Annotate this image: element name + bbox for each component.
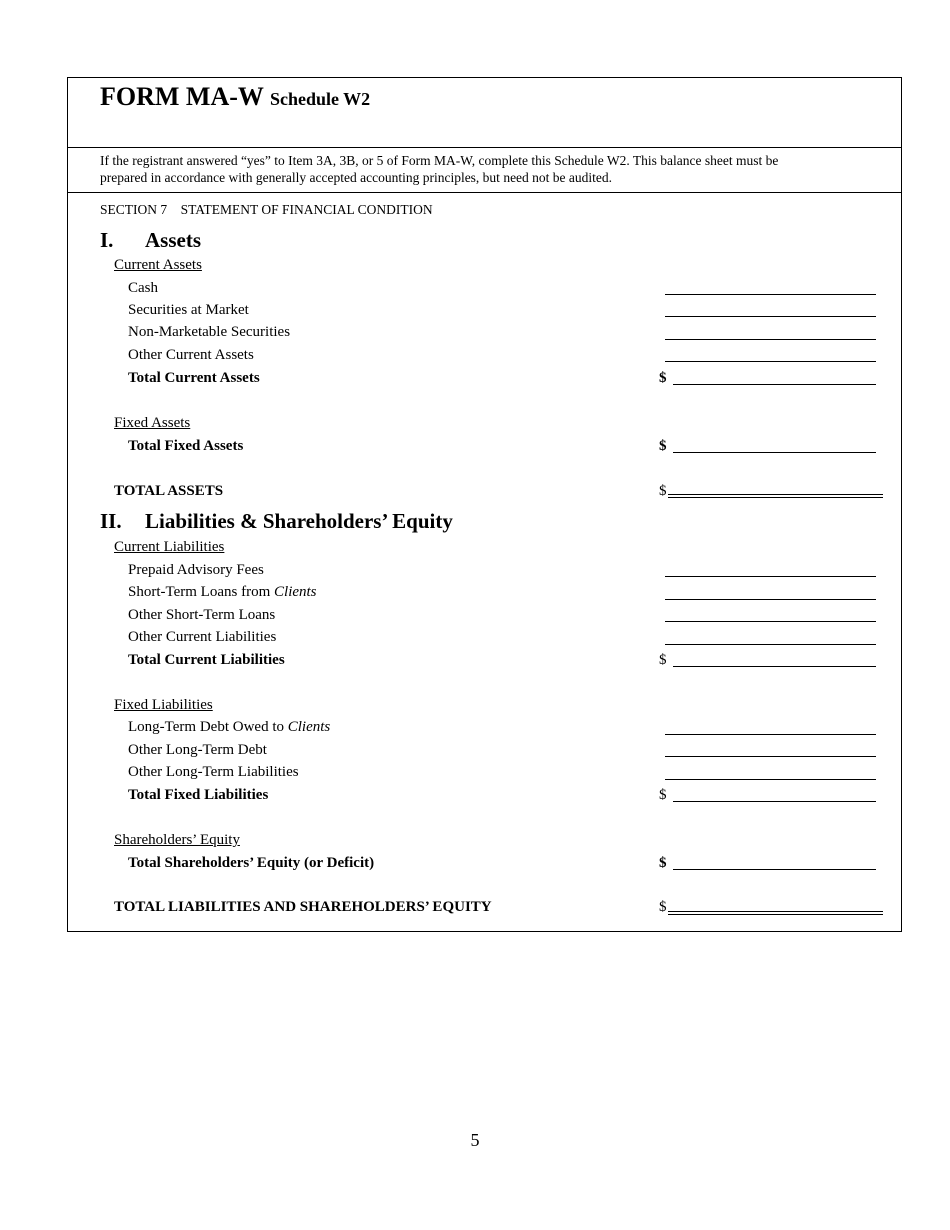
total-fixed-assets-dollar: $	[659, 438, 667, 454]
fixed-assets-heading: Fixed Assets	[114, 415, 191, 431]
total-liabilities-equity-input[interactable]	[668, 911, 883, 915]
other-current-assets-label: Other Current Assets	[128, 347, 254, 363]
liabilities-heading	[100, 509, 453, 534]
total-equity-label: Total Shareholders’ Equity (or Deficit)	[128, 855, 375, 871]
other-short-term-loans-label: Other Short-Term Loans	[128, 607, 276, 623]
prepaid-fees-input[interactable]	[665, 576, 876, 577]
total-assets-input[interactable]	[668, 494, 883, 498]
section-heading	[100, 202, 433, 218]
form-title-main: FORM MA-W	[100, 82, 264, 111]
other-current-assets-input[interactable]	[665, 361, 876, 362]
section-number: SECTION 7	[100, 202, 168, 217]
liabilities-heading-text: Liabilities & Shareholders’ Equity	[145, 509, 453, 533]
securities-market-label: Securities at Market	[128, 302, 249, 318]
total-current-assets-input[interactable]	[673, 384, 876, 385]
total-assets-dollar: $	[659, 483, 667, 499]
long-term-debt-clients: Clients	[287, 719, 331, 735]
other-current-liabilities-input[interactable]	[665, 644, 876, 645]
shareholders-equity-heading: Shareholders’ Equity	[114, 832, 240, 848]
long-term-debt-label	[128, 719, 330, 736]
total-current-assets-label: Total Current Assets	[128, 370, 260, 386]
other-long-term-debt-input[interactable]	[665, 756, 876, 757]
total-current-assets-dollar: $	[659, 370, 667, 386]
total-current-liabilities-input[interactable]	[673, 666, 876, 667]
assets-heading	[100, 228, 201, 253]
prepaid-fees-label: Prepaid Advisory Fees	[128, 562, 264, 578]
intro-text	[100, 152, 778, 186]
other-long-term-liabilities-input[interactable]	[665, 779, 876, 780]
other-short-term-loans-input[interactable]	[665, 621, 876, 622]
total-liabilities-equity-label: TOTAL LIABILITIES AND SHAREHOLDERS’ EQUITY	[114, 899, 492, 915]
total-fixed-liabilities-label: Total Fixed Liabilities	[128, 787, 269, 803]
total-current-liabilities-dollar: $	[659, 652, 667, 668]
non-marketable-input[interactable]	[665, 339, 876, 340]
header-divider	[67, 147, 902, 148]
total-liabilities-equity-dollar: $	[659, 899, 667, 915]
total-fixed-liabilities-dollar: $	[659, 787, 667, 803]
securities-market-input[interactable]	[665, 316, 876, 317]
intro-line-1: If the registrant answered “yes” to Item 3A, 3B, or 5 of Form MA-W, complete this Schedule W2. This balance sheet must be	[100, 153, 779, 168]
form-title	[100, 82, 370, 112]
intro-divider	[67, 192, 902, 193]
short-term-loans-text: Short-Term Loans from	[128, 584, 271, 600]
total-equity-input[interactable]	[673, 869, 876, 870]
page-number: 5	[470, 1130, 480, 1150]
current-liabilities-heading: Current Liabilities	[114, 539, 225, 555]
non-marketable-label: Non-Marketable Securities	[128, 324, 291, 340]
other-current-liabilities-label: Other Current Liabilities	[128, 629, 277, 645]
form-title-schedule: Schedule W2	[269, 89, 371, 109]
long-term-debt-input[interactable]	[665, 734, 876, 735]
other-long-term-liabilities-label: Other Long-Term Liabilities	[128, 764, 299, 780]
current-assets-heading: Current Assets	[114, 257, 202, 273]
cash-label: Cash	[128, 280, 158, 296]
short-term-loans-label	[128, 584, 317, 601]
total-equity-dollar: $	[659, 855, 667, 871]
liabilities-numeral: II.	[100, 509, 122, 533]
fixed-liabilities-heading: Fixed Liabilities	[114, 697, 213, 713]
section-title: STATEMENT OF FINANCIAL CONDITION	[180, 202, 433, 217]
intro-line-2: prepared in accordance with generally accepted accounting principles, but need not be audited.	[100, 170, 613, 185]
short-term-loans-input[interactable]	[665, 599, 876, 600]
total-fixed-assets-label: Total Fixed Assets	[128, 438, 244, 454]
total-assets-label: TOTAL ASSETS	[114, 483, 224, 499]
assets-numeral: I.	[100, 228, 114, 252]
long-term-debt-text: Long-Term Debt Owed to	[128, 719, 284, 735]
total-fixed-liabilities-input[interactable]	[673, 801, 876, 802]
short-term-loans-clients: Clients	[274, 584, 317, 600]
cash-input[interactable]	[665, 294, 876, 295]
total-fixed-assets-input[interactable]	[673, 452, 876, 453]
assets-heading-text: Assets	[145, 228, 201, 252]
other-long-term-debt-label: Other Long-Term Debt	[128, 742, 267, 758]
total-current-liabilities-label: Total Current Liabilities	[128, 652, 285, 668]
